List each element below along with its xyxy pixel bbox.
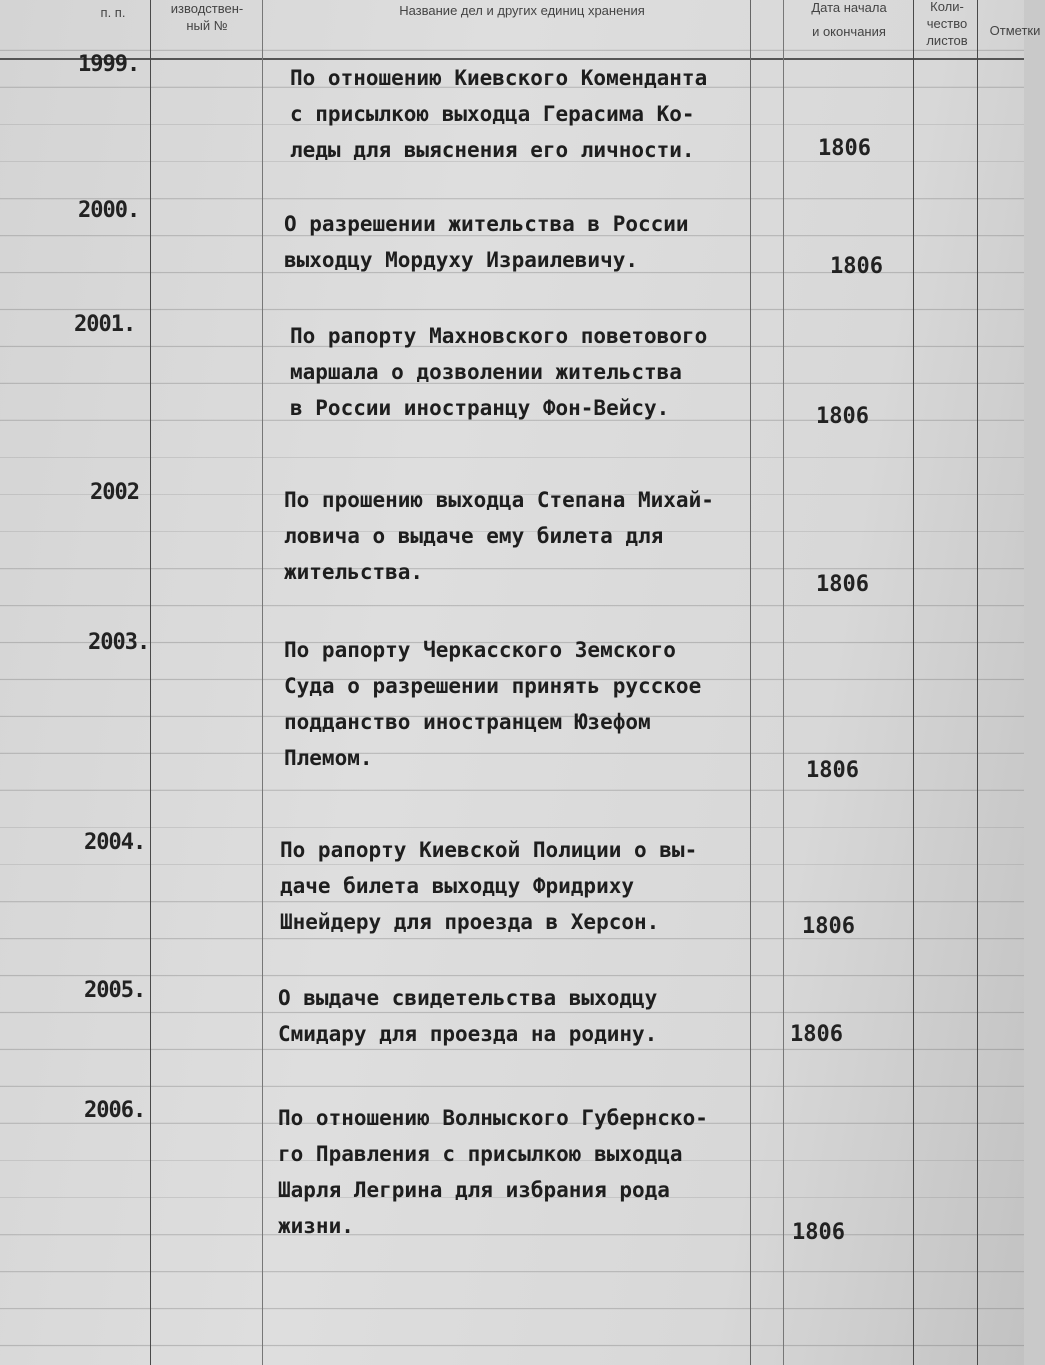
entry-description: По рапорту Киевской Полиции о вы- даче билета выходцу Фридриху Шнейдеру для проезда в Херсон. — [280, 838, 698, 934]
header-sheets: Коли- чество листов — [926, 0, 968, 48]
entry-date: 1806 — [818, 136, 871, 161]
entry-number: 2003. — [88, 630, 150, 655]
entry-date: 1806 — [816, 404, 869, 429]
entry-number: 2005. — [84, 978, 146, 1003]
column-divider — [977, 0, 978, 1365]
entry-date: 1806 — [792, 1220, 845, 1245]
entry-description: О разрешении жительства в России выходцу Мордуху Израилевичу. — [284, 212, 689, 272]
entry-date: 1806 — [802, 914, 855, 939]
header-notes: Отметки — [989, 23, 1041, 38]
entry-date: 1806 — [790, 1022, 843, 1047]
column-divider — [150, 0, 151, 1365]
entry-date: 1806 — [816, 572, 869, 597]
header-title: Название дел и других единиц хранения — [399, 3, 645, 18]
column-divider — [913, 0, 914, 1365]
entry-number: 1999. — [78, 52, 140, 77]
entry-description: По рапорту Черкасского Земского Суда о разрешении принять русское подданство иностранцем Юзефом Племом. — [284, 638, 702, 770]
header-number: п. п. — [100, 5, 126, 20]
entry-number: 2006. — [84, 1098, 146, 1123]
entry-description: По рапорту Махновского поветового маршала о дозволении жительства в России иностранцу Фон-Вейсу. — [290, 324, 708, 420]
column-divider — [262, 0, 263, 1365]
table-header — [0, 0, 1041, 60]
entry-number: 2004. — [84, 830, 146, 855]
entry-description: О выдаче свидетельства выходцу Смидару для проезда на родину. — [278, 986, 658, 1046]
entry-description: По отношению Киевского Коменданта с присылкою выходца Герасима Ко- леды для выяснения его личности. — [290, 66, 708, 162]
header-dates: Дата начала и окончания — [811, 0, 887, 39]
entry-description: По прошению выходца Степана Михай- ловича о выдаче ему билета для жительства. — [284, 488, 714, 584]
entry-number: 2002 — [90, 480, 139, 505]
header-production-number: изводствен- ный № — [170, 1, 244, 33]
entry-date: 1806 — [830, 254, 883, 279]
entry-description: По отношению Волныского Губернско- го Правления с присылкою выходца Шарля Легрина для избрания рода жизни. — [278, 1106, 708, 1238]
entry-date: 1806 — [806, 758, 859, 783]
entry-number: 2001. — [74, 312, 136, 337]
entry-number: 2000. — [78, 198, 140, 223]
